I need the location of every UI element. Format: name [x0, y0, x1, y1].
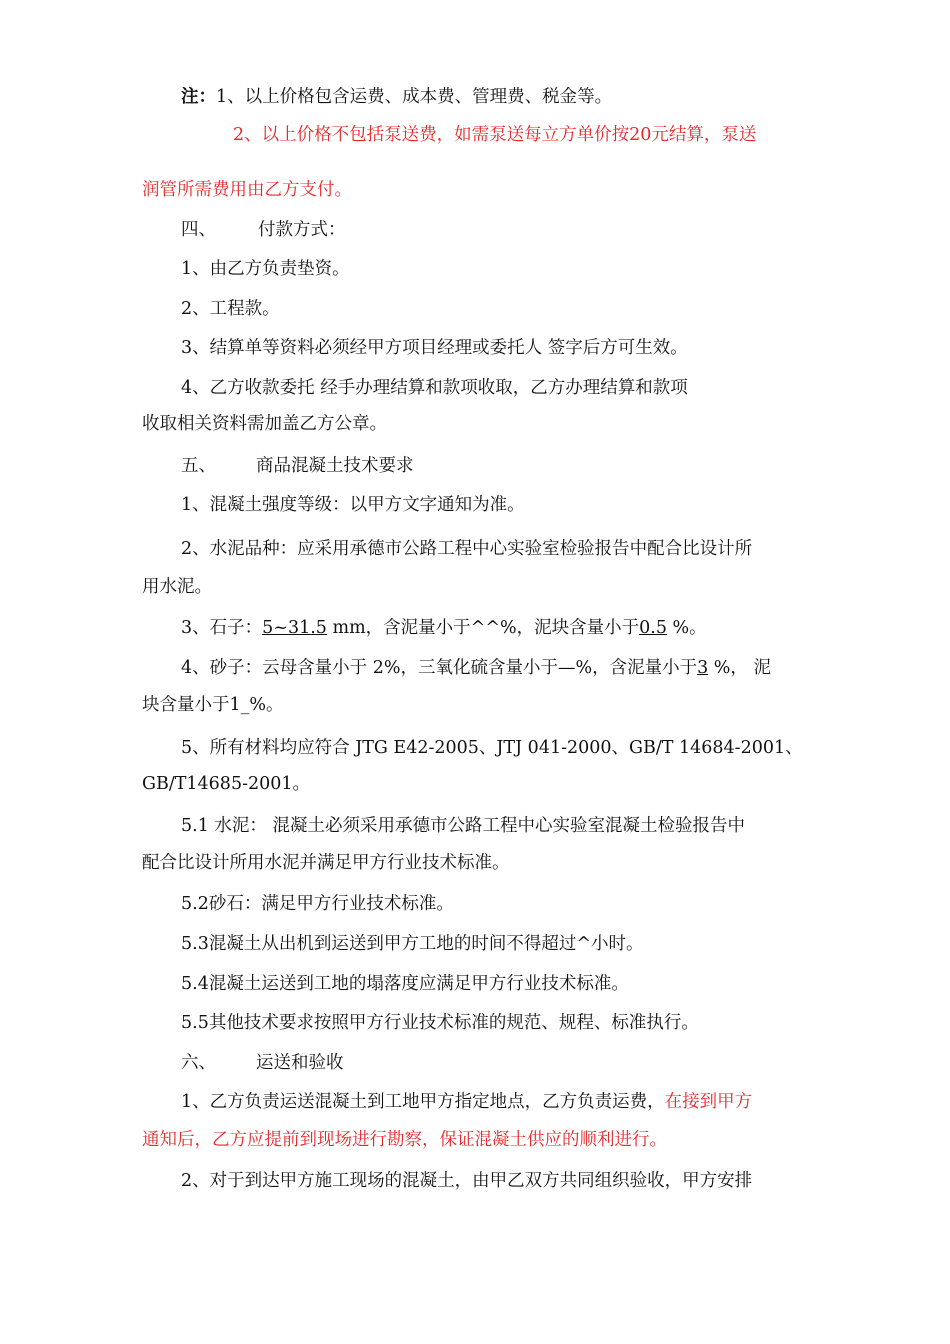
- section-6-item-1-highlight: 在接到甲方: [664, 1092, 753, 1112]
- section-5-sub-5: 5.5其他技术要求按照甲方行业技术标准的规范、规程、标准执行。: [181, 1013, 699, 1033]
- section-4-heading: [181, 219, 346, 241]
- section-5-item-1: 1、混凝土强度等级：以甲方文字通知为准。: [181, 495, 525, 515]
- note-line-1: [181, 86, 612, 108]
- section-6-item-2: 2、对于到达甲方施工现场的混凝土，由甲乙双方共同组织验收，甲方安排: [181, 1171, 753, 1191]
- section-5-item-5-cont: GB/T14685-2001。: [142, 774, 311, 794]
- section-4-title: 付款方式：: [258, 220, 346, 240]
- section-5-item-2-cont: 用水泥。: [142, 577, 212, 597]
- section-5-item-5: 5、所有材料均应符合 JTG E42-2005、JTJ 041-2000、GB/T 14684-2001、: [181, 738, 803, 758]
- section-5-item-4-cont: 块含量小于1_%。: [142, 695, 284, 715]
- section-6-item-1: 1、乙方负责运送混凝土到工地甲方指定地点，乙方负责运费，在接到甲方: [181, 1092, 753, 1112]
- section-5-item-2: 2、水泥品种：应采用承德市公路工程中心实验室检验报告中配合比设计所: [181, 539, 753, 559]
- section-5-title: 商品混凝土技术要求: [256, 456, 414, 476]
- section-4-item-2: 2、工程款。: [181, 299, 280, 319]
- section-4-item-4-cont: 收取相关资料需加盖乙方公章。: [142, 414, 387, 434]
- section-6-number: 六、: [181, 1053, 216, 1073]
- section-5-sub-1-cont: 配合比设计所用水泥并满足甲方行业技术标准。: [142, 853, 510, 873]
- mud-lump-value: 0.5: [639, 618, 667, 638]
- section-5-sub-2: 5.2砂石：满足甲方行业技术标准。: [181, 894, 454, 914]
- section-5-sub-1: 5.1 水泥： 混凝土必须采用承德市公路工程中心实验室混凝土检验报告中: [181, 816, 745, 836]
- section-5-number: 五、: [181, 456, 216, 476]
- section-5-sub-3: 5.3混凝土从出机到运送到甲方工地的时间不得超过^小时。: [181, 934, 644, 954]
- section-4-item-3: 3、结算单等资料必须经甲方项目经理或委托人 签字后方可生效。: [181, 338, 688, 358]
- note-item-2-cont: 润管所需费用由乙方支付。: [142, 180, 352, 200]
- section-5-item-4: 4、砂子：云母含量小于 2%，三氧化硫含量小于—%，含泥量小于3 %， 泥: [181, 658, 771, 678]
- section-4-number: 四、: [181, 220, 216, 240]
- note-item-1: 1、以上价格包含运费、成本费、管理费、税金等。: [216, 87, 613, 107]
- section-6-title: 运送和验收: [256, 1053, 344, 1073]
- note-label: 注：: [181, 87, 216, 107]
- section-5-sub-4: 5.4混凝土运送到工地的塌落度应满足甲方行业技术标准。: [181, 974, 629, 994]
- sand-mud-value: 3: [697, 658, 709, 678]
- section-6-item-1-cont: 通知后，乙方应提前到现场进行勘察，保证混凝土供应的顺利进行。: [142, 1130, 667, 1150]
- section-4-item-4: 4、乙方收款委托 经手办理结算和款项收取，乙方办理结算和款项: [181, 378, 688, 398]
- note-item-2: 2、以上价格不包括泵送费，如需泵送每立方单价按20元结算，泵送: [233, 125, 757, 145]
- section-4-item-1: 1、由乙方负责垫资。: [181, 259, 350, 279]
- section-5-heading: [181, 455, 414, 477]
- section-5-item-3: 3、石子：5~31.5 mm，含泥量小于^^%，泥块含量小于0.5 %。: [181, 618, 707, 638]
- section-6-heading: [181, 1052, 344, 1074]
- stone-size-value: 5~31.5: [262, 618, 327, 638]
